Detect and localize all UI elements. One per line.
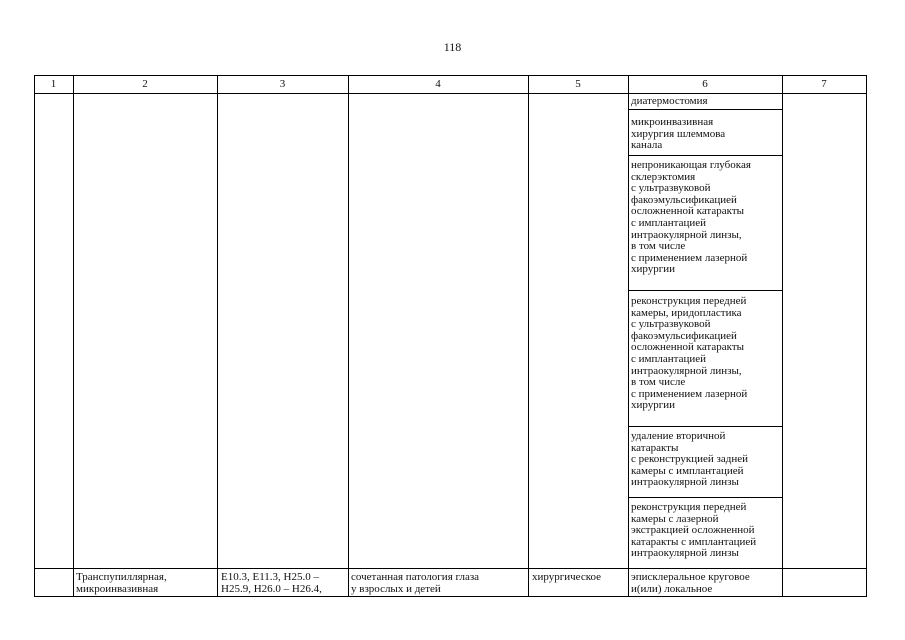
column-border (628, 75, 629, 597)
col6-item: диатермостомия (631, 95, 708, 107)
col6-item: микроинвазивная хирургия шлеммова канала (631, 116, 726, 152)
col6-item: удаление вторичной катаракты с реконструкцией задней камеры с имплантацией интраокулярной линзы (631, 430, 748, 489)
page-number: 118 (443, 40, 462, 54)
column-border (34, 75, 35, 597)
header-col-5: 5 (575, 78, 581, 90)
last-row-patient-model: сочетанная патология глаза у взрослых и детей (351, 571, 480, 595)
last-row-treatment-type: хирургическое (532, 571, 602, 583)
col6-item: реконструкция передней камеры с лазерной экстракцией осложненной катаракты с имплантацией интраокулярной линзы (631, 501, 757, 560)
col6-separator (628, 497, 782, 498)
header-col-7: 7 (821, 78, 827, 90)
col6-separator (628, 290, 782, 291)
col6-separator (628, 155, 782, 156)
column-border (217, 75, 218, 597)
header-col-4: 4 (435, 78, 441, 90)
last-row-codes: E10.3, E11.3, H25.0 – H25.9, H26.0 – H26.4, (221, 571, 322, 595)
col6-separator (628, 426, 782, 427)
last-row-procedure: эписклеральное круговое и(или) локальное (631, 571, 750, 595)
col6-separator (628, 109, 782, 110)
column-border (528, 75, 529, 597)
column-border (866, 75, 867, 597)
column-border (782, 75, 783, 597)
header-col-2: 2 (142, 78, 148, 90)
header-col-1: 1 (50, 78, 57, 90)
row-separator (34, 568, 867, 569)
table-bottom-border (34, 596, 867, 597)
col6-item: реконструкция передней камеры, иридопластика с ультразвуковой факоэмульсификацией осложненной катаракты с имплантацией интраокулярной линзы, в том числе с применением лазерной хирургии (631, 295, 748, 412)
column-border (73, 75, 74, 597)
last-row-method: Транспупиллярная, микроинвазивная (76, 571, 167, 595)
header-col-6: 6 (702, 78, 708, 90)
col6-item: непроникающая глубокая склерэктомия с ультразвуковой факоэмульсификацией осложненной катаракты с имплантацией интраокулярной линзы, в том числе с применением лазерной хирургии (631, 159, 751, 276)
header-col-3: 3 (279, 78, 286, 90)
header-bottom-border (34, 93, 867, 94)
column-border (348, 75, 349, 597)
